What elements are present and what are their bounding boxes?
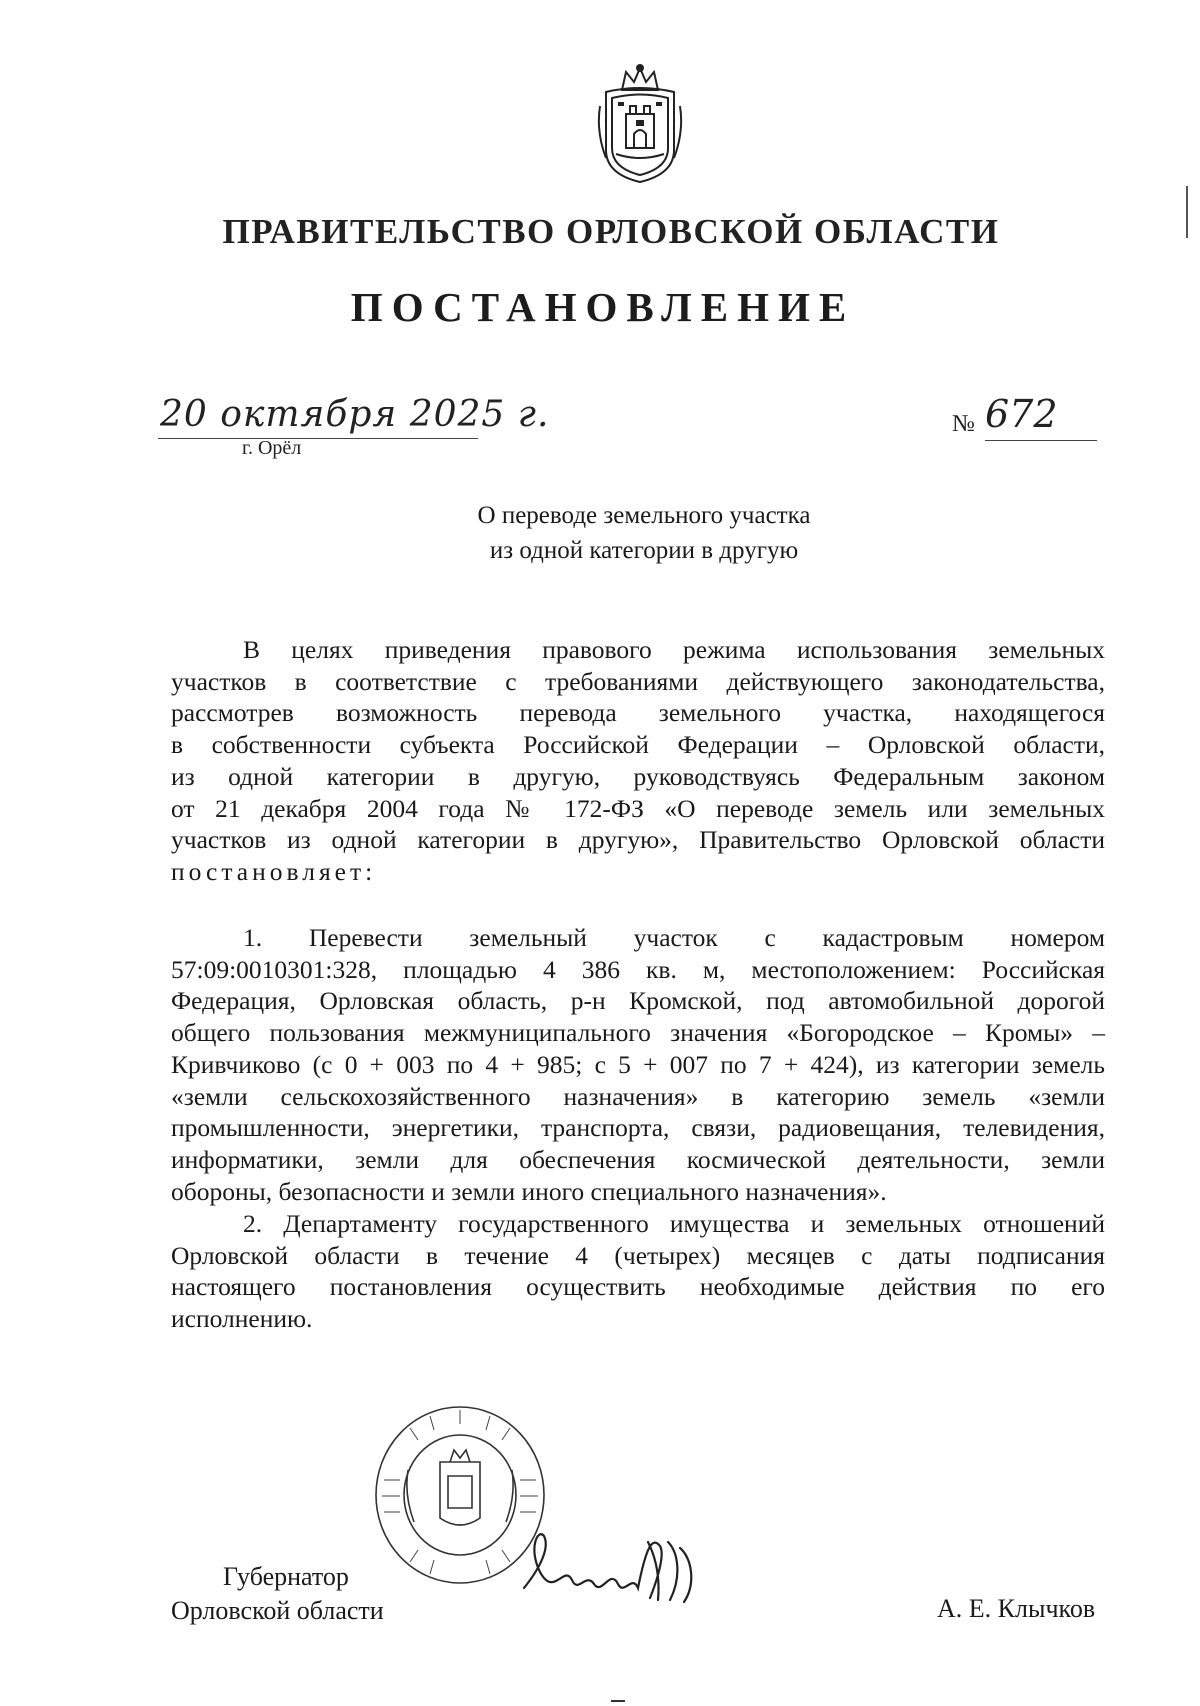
date-underline (158, 438, 478, 439)
item-1-paragraph (171, 922, 1105, 1207)
text-line: Федерация, Орловская область, р-н Кромской, под автомобильной дорогой (171, 986, 1105, 1016)
number-underline (985, 440, 1097, 441)
text-line: 2. Департаменту государственного имущества и земельных отношений (243, 1209, 1105, 1238)
text-line: рассмотрев возможность перевода земельного участка, находящегося (171, 698, 1105, 728)
text-line: промышленности, энергетики, транспорта, связи, радиовещания, телевидения, (171, 1113, 1105, 1143)
document-number: 672 (985, 392, 1058, 436)
text-line: участков в соответствие с требованиями действующего законодательства, (171, 666, 1105, 696)
item-2-paragraph (171, 1208, 1105, 1335)
number-label: № (952, 411, 975, 437)
document-city: г. Орёл (242, 437, 302, 459)
text-line: обороны, безопасности и земли иного специального назначения». (171, 1176, 887, 1206)
text-line: настоящего постановления осуществить необходимые действия по его (171, 1272, 1105, 1302)
position-line: Губернатор (223, 1562, 349, 1591)
title-line: из одной категории в другую (489, 537, 799, 564)
signatory-position (171, 1560, 384, 1628)
document-type-heading: ПОСТАНОВЛЕНИЕ (350, 284, 856, 330)
text-line: участков из одной категории в другую», Правительство Орловской области (171, 825, 1105, 855)
organization-heading: ПРАВИТЕЛЬСТВО ОРЛОВСКОЙ ОБЛАСТИ (222, 212, 1000, 251)
text-line: Орловской области в течение 4 (четырех) месяцев с даты подписания (171, 1240, 1105, 1270)
title-line: О переводе земельного участка (477, 502, 811, 529)
signatory-name: А. Е. Клычков (937, 1594, 1096, 1623)
text-line: из одной категории в другую, руководствуясь Федеральным законом (171, 761, 1105, 791)
text-line: В целях приведения правового режима использования земельных (243, 635, 1105, 664)
position-line: Орловской области (171, 1596, 384, 1625)
text-line: информатики, земли для обеспечения космической деятельности, земли (171, 1144, 1105, 1174)
handwritten-signature (520, 1528, 710, 1608)
text-line: «земли сельскохозяйственного назначения» в категорию земель «земли (171, 1081, 1105, 1111)
text-line: 57:09:0010301:328, площадью 4 386 кв. м, местоположением: Российская (171, 954, 1105, 984)
resolves-word: постановляет: (171, 856, 377, 886)
text-line: 1. Перевести земельный участок с кадастровым номером (243, 923, 1105, 952)
page-mark (611, 1700, 625, 1702)
preamble-paragraph (171, 634, 1105, 888)
text-line: исполнению. (171, 1304, 313, 1334)
coat-of-arms-icon (592, 62, 688, 186)
document-date: 20 октября 2025 г. (160, 394, 550, 435)
document-title (0, 498, 1200, 568)
text-line: от 21 декабря 2004 года № 172-ФЗ «О переводе земель или земельных (171, 793, 1105, 823)
text-line: в собственности субъекта Российской Федерации – Орловской области, (171, 730, 1105, 760)
text-line: Кривчиково (с 0 + 003 по 4 + 985; с 5 + 007 по 7 + 424), из категории земель (171, 1049, 1105, 1079)
text-line: общего пользования межмуниципального значения «Богородское – Кромы» – (171, 1018, 1105, 1048)
